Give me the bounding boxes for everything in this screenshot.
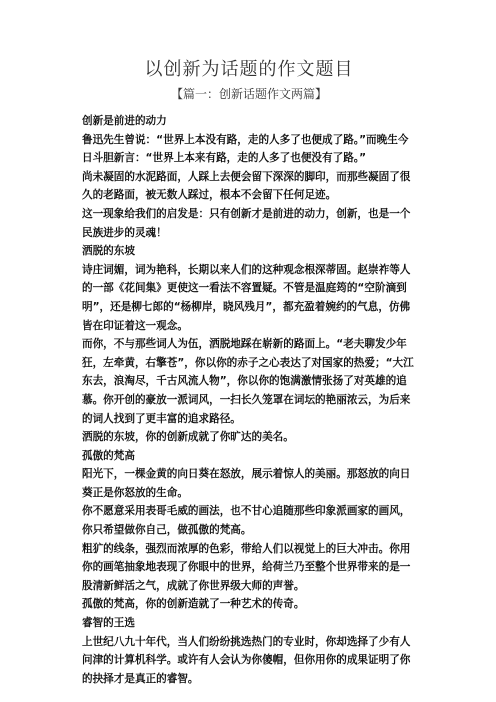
document-body: [82, 112, 416, 688]
paragraph: 粗犷的线条，强烈而浓厚的色彩，带给人们以视觉上的巨大冲击。你用你的画笔抽象地表现了你眼中的世界，给荷兰乃至整个世界带来的是一股清新鲜活之气，成就了你世界级大师的声誉。: [82, 542, 411, 592]
paragraph: 尚未凝固的水泥路面，人踩上去便会留下深深的脚印，而那些凝固了很久的老路面，被无数人踩过，根本不会留下任何足迹。: [82, 170, 411, 202]
paragraph: 鲁迅先生曾说：“世界上本没有路，走的人多了也便成了路。”而晚生今日斗胆新言：“世界上本来有路，走的人多了也便没有了路。”: [82, 133, 409, 165]
page-title: 以创新为话题的作文题目: [144, 59, 354, 80]
section-heading: 孤傲的梵高: [82, 449, 135, 462]
paragraph: 诗庄词媚，词为艳科，长期以来人们的这种观念根深蒂固。赵崇祚等人的一部《花间集》更使这一看法不容置疑。不管是温庭筠的“空阶滴到明”，还是柳七郎的“杨柳岸，晓风残月”，都充盈着婉约的气息，仿佛皆在印证着这一观念。: [82, 263, 411, 332]
section-heading: 洒脱的东坡: [82, 245, 135, 258]
section-heading: 创新是前进的动力: [82, 115, 167, 127]
paragraph: 阳光下，一棵金黄的向日葵在怒放，展示着惊人的美丽。那怒放的向日葵正是你怒放的生命。: [82, 468, 411, 499]
paragraph: 孤傲的梵高，你的创新造就了一种艺术的传奇。: [82, 598, 305, 611]
paragraph: 这一现象给我们的启发是：只有创新才是前进的动力，创新，也是一个民族进步的灵魂！: [82, 207, 411, 239]
section-heading: 睿智的王选: [82, 617, 135, 630]
page-subtitle: 【篇一：创新话题作文两篇】: [170, 87, 327, 101]
paragraph: 上世纪八九十年代，当人们纷纷挑选热门的专业时，你却选择了少有人问津的计算机科学。或许有人会认为你傻帽，但你用你的成果证明了你的抉择才是真正的睿智。: [82, 635, 411, 685]
paragraph: 洒脱的东坡，你的创新成就了你旷达的美名。: [82, 431, 294, 444]
paragraph: 而你，不与那些词人为伍，洒脱地踩在崭新的路面上。“老夫聊发少年狂，左牵黄，右擎苍”，你以你的赤子之心表达了对国家的热爱；“大江东去，浪淘尽，千古风流人物”，你以你的饱满激情张扬了对英雄的追慕。你开创的豪放一派词风，一扫长久笼罩在词坛的艳丽浓云，为后来的词人找到了更丰富的追求路径。: [82, 338, 414, 425]
paragraph: 你不愿意采用表哥毛威的画法，也不甘心追随那些印象派画家的画风，你只希望做你自己，做孤傲的梵高。: [82, 505, 411, 537]
